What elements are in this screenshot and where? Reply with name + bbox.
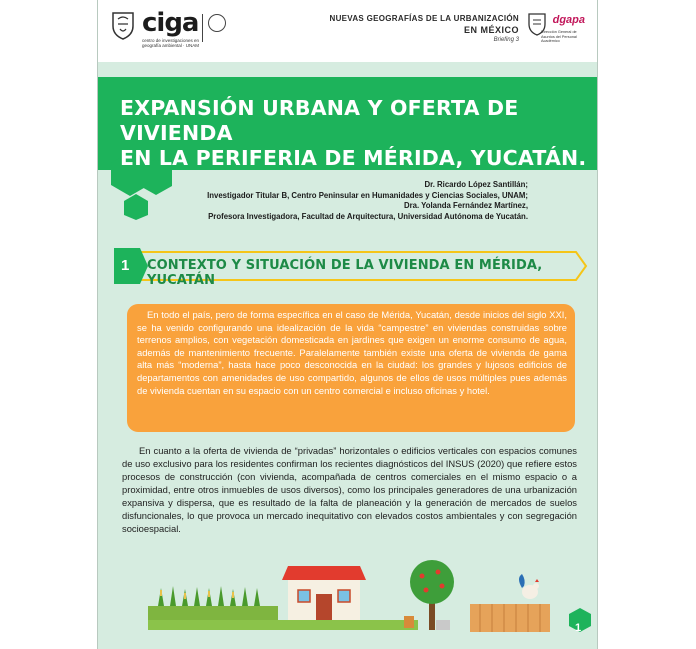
briefing-number: Briefing 3 — [493, 37, 519, 43]
author-line: Profesora Investigadora, Facultad de Arquitectura, Universidad Autónoma de Yucatán. — [208, 211, 528, 221]
unam-crest-icon — [110, 10, 136, 40]
series-title: NUEVAS GEOGRAFÍAS DE LA URBANIZACIÓN — [329, 14, 519, 23]
page-number: 1 — [575, 622, 582, 634]
document-title — [120, 96, 590, 171]
ciga-logo: ciga — [142, 8, 199, 38]
dgapa-logo: dgapa — [552, 14, 585, 26]
series-country: EN MÉXICO — [463, 25, 519, 35]
author-line: Investigador Titular B, Centro Peninsular en Humanidades y Ciencias Sociales, UNAM; — [207, 190, 528, 200]
fruit-tree-illustration — [410, 560, 454, 630]
logo-divider — [202, 14, 203, 42]
flower-pot-illustration — [404, 616, 450, 630]
rural-scene-illustration — [98, 548, 597, 649]
fence-illustration — [470, 604, 550, 632]
briefing-page — [97, 0, 598, 649]
seal-icon — [208, 14, 226, 32]
highlight-paragraph: En todo el país, pero de forma específica en el caso de Mérida, Yucatán, desde inicios del siglo XXI, se ha venido configurando una idealización de la vida “campestre” en viviendas construidas sobre terrenos amplios, con vegetación domesticada en jardines que exigen un enorme consumo de agua, además de mantenimiento frecuente. Paralelamente también existe una oferta de vivienda de gama alta más “moderna”, hasta hace poco desconocida en la ciudad: los grandes y lujosos edificios de departamentos con amenidades de uso compartido, algunos de ellos de usos múltiples pues además de vivienda cuentan en su espacio con un centro comercial e incluso oficinas y hotel. — [137, 309, 567, 396]
house-illustration — [282, 566, 366, 620]
section-title: CONTEXTO Y SITUACIÓN DE LA VIVIENDA EN MÉRIDA, YUCATÁN — [147, 258, 543, 288]
section-number: 1 — [121, 257, 130, 274]
rooster-illustration — [519, 574, 539, 599]
body-paragraph: En cuanto a la oferta de vivienda de “privadas” horizontales o edificios verticales con espacios comunes de uso exclusivo para los residentes confirman los recientes diagnósticos del INSUS (2020) que refiere estos procesos de construcción (con vivienda, acompañada de centros comerciales en el mismo espacio o a proximidad, entre otros inmuebles de usos diversos), como los principales generadores de una urbanización expansiva y dispersa, que es resultado de la falta de planeación y la generación de mercados de suelos disfuncionales, lo que provoca un mercado inequitativo con elevados costos ambientales y con segregación socioespacial. — [122, 445, 577, 534]
title-line-2: EN LA PERIFERIA DE MÉRIDA, YUCATÁN. — [120, 146, 587, 170]
page-header — [98, 0, 597, 62]
title-line-1: EXPANSIÓN URBANA Y OFERTA DE VIVIENDA — [120, 96, 519, 145]
authors-block — [207, 180, 528, 222]
dgapa-subtitle: Dirección General de Asuntos del Personal Académico — [541, 30, 577, 43]
author-line: Dr. Ricardo López Santillán; — [424, 180, 528, 189]
ciga-subtitle: centro de investigaciones en geografía ambiental · UNAM — [142, 38, 200, 48]
author-line: Dra. Yolanda Fernández Martínez, — [403, 201, 528, 211]
